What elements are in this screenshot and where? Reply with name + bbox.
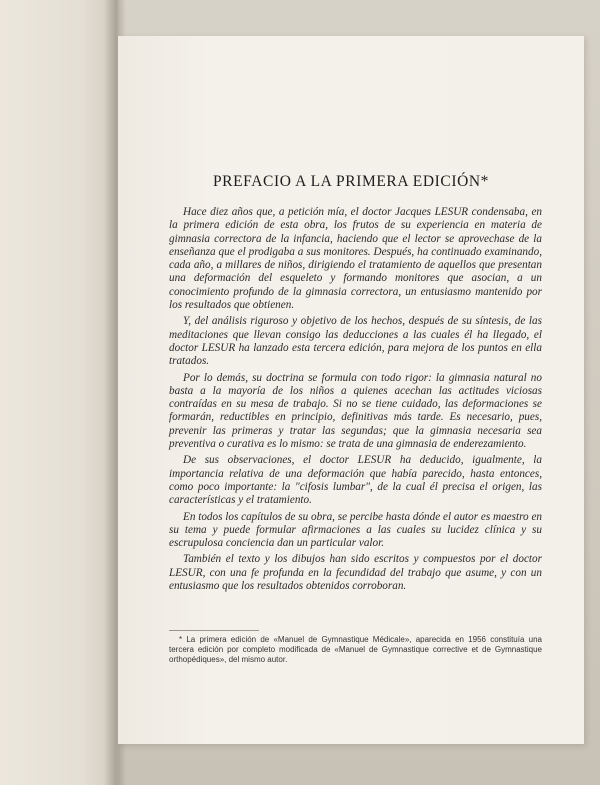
- paragraph-5: En todos los capítulos de su obra, se percibe hasta dónde el autor es maestro en su tema y puede formular afirmaciones a las cuales su lucidez clínica y su escrupulosa conciencia dan un particular valor.: [169, 510, 542, 550]
- footnote-divider: [169, 630, 259, 631]
- paragraph-2: Y, del análisis riguroso y objetivo de los hechos, después de su síntesis, de las meditaciones que llevan consigo las deducciones a las cuales él ha llegado, el doctor LESUR ha lanzado esta tercera edición, para mejora de los puntos en ella tratados.: [169, 315, 542, 368]
- paragraph-4: De sus observaciones, el doctor LESUR ha deducido, igualmente, la importancia relativa de una deformación que había parecido, hasta entonces, como poco importante: la "cifosis lumbar", de la cual él precisa el origen, las características y el tratamiento.: [169, 454, 542, 507]
- preface-body: [169, 206, 542, 596]
- paragraph-6: También el texto y los dibujos han sido escritos y compuestos por el doctor LESUR, con una fe profunda en la fecundidad del trabajo que asume, y con un entusiasmo que los resultados obtenidos corroboran.: [169, 553, 542, 593]
- footnote: * La primera edición de «Manuel de Gymnastique Médicale», aparecida en 1956 constituía una tercera edición por completo modificada de «Manuel de Gymnastique corrective et de Gymnastique orthopédiques», del mismo autor.: [169, 635, 542, 664]
- book-page: [118, 36, 584, 744]
- paragraph-3: Por lo demás, su doctrina se formula con todo rigor: la gimnasia natural no basta a la mayoría de los niños a quienes acechan las actitudes viciosas contraídas en su mesa de trabajo. Si no se tiene cuidado, las deformaciones se formarán, reductibles en principio, definitivas más tarde. Es necesario, pues, prevenir las primeras y tratar las segundas; que la gimnasia necesaria sea preventiva o curativa es lo mismo: se trata de una gimnasia de enderezamiento.: [169, 371, 542, 451]
- page-title: PREFACIO A LA PRIMERA EDICIÓN*: [212, 173, 490, 190]
- paragraph-1: Hace diez años que, a petición mía, el doctor Jacques LESUR condensaba, en la primera edición de esta obra, los frutos de su experiencia en materia de gimnasia correctora de la infancia, haciendo que el lector se aprovechase de la enseñanza que el prodigaba a sus monitores. Después, ha continuado examinando, cada año, a millares de niños, dirigiendo el tratamiento de aquellos que presentan una deformación del esqueleto y formando monitores que asocian, a un conocimiento profundo de la gimnasia correctora, un entusiasmo mantenido por los resultados que obtienen.: [169, 206, 542, 312]
- facing-page: [0, 0, 118, 785]
